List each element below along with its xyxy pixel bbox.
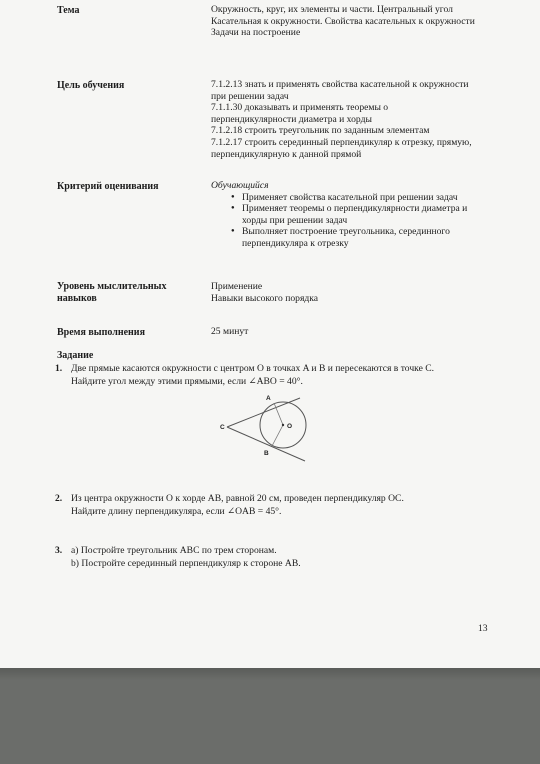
goal-line: 7.1.2.13 знать и применять свойства касательной к окружности при решении задач (211, 79, 469, 102)
time-label: Время выполнения (57, 327, 145, 338)
task-text-line: Найдите угол между этими прямыми, если ∠ABO = 40°. (71, 376, 303, 387)
task-2 (55, 492, 495, 518)
page-shadow (0, 668, 540, 680)
criteria-item: ● Выполняет построение треугольника, серединного перпендикуляра к отрезку (211, 226, 487, 249)
topic-line: Касательная к окружности. Свойства касательных к окружности (211, 15, 475, 27)
criteria-item: ● Применяет свойства касательной при решении задач (211, 192, 487, 204)
task-number: 2. (55, 493, 63, 504)
task-text-line: b) Постройте серединный перпендикуляр к стороне AB. (71, 558, 301, 569)
goal-line: 7.1.2.18 строить треугольник по заданным элементам (211, 125, 430, 137)
level-label: Уровень мыслительных навыков (57, 281, 167, 304)
task-number: 3. (55, 545, 63, 556)
task-text-line: Найдите длину перпендикуляра, если ∠OAB = 45°. (71, 506, 282, 517)
topic-value (211, 4, 501, 39)
point-label-c: C (220, 424, 225, 431)
task-number: 1. (55, 363, 63, 374)
task-text-line: a) Постройте треугольник ABC по трем сторонам. (71, 545, 277, 556)
goal-line: 7.1.1.30 доказывать и применять теоремы о перпендикулярности диаметра и хорды (211, 102, 389, 125)
topic-line: Окружность, круг, их элементы и части. Центральный угол (211, 4, 453, 15)
goal-value (211, 79, 473, 160)
task-3 (55, 544, 495, 570)
point-label-b: B (264, 450, 269, 457)
criteria-heading: Обучающийся (211, 180, 269, 191)
task-1 (55, 362, 495, 388)
task-text-line: Из центра окружности O к хорде AB, равной 20 см, проведен перпендикуляр OC. (71, 493, 404, 504)
level-line: Навыки высокого порядка (211, 292, 319, 304)
point-label-a: A (266, 395, 271, 402)
page-number: 13 (478, 623, 488, 634)
topic-line: Задачи на построение (211, 27, 301, 39)
topic-label: Тема (57, 5, 80, 16)
level-line: Применение (211, 281, 263, 292)
task-heading: Задание (57, 350, 94, 361)
level-value (211, 281, 501, 304)
goal-label: Цель обучения (57, 80, 125, 91)
criteria-item: ● Применяет теоремы о перпендикулярности диаметра и хорды при решении задач (211, 203, 487, 226)
goal-line: 7.1.2.17 строить серединный перпендикуляр к отрезку, прямую, перпендикулярную к данной прямой (211, 136, 472, 160)
task-text-line: Две прямые касаются окружности с центром O в точках A и B и пересекаются в точке C. (71, 363, 435, 374)
criteria-value (211, 180, 501, 250)
criteria-list (211, 192, 501, 250)
point-label-o: O (287, 423, 293, 430)
time-value: 25 минут (211, 326, 249, 337)
center-point (282, 424, 284, 426)
radius-ob (272, 425, 283, 446)
tangent-circle-figure (215, 388, 315, 468)
criteria-label: Критерий оценивания (57, 181, 159, 192)
